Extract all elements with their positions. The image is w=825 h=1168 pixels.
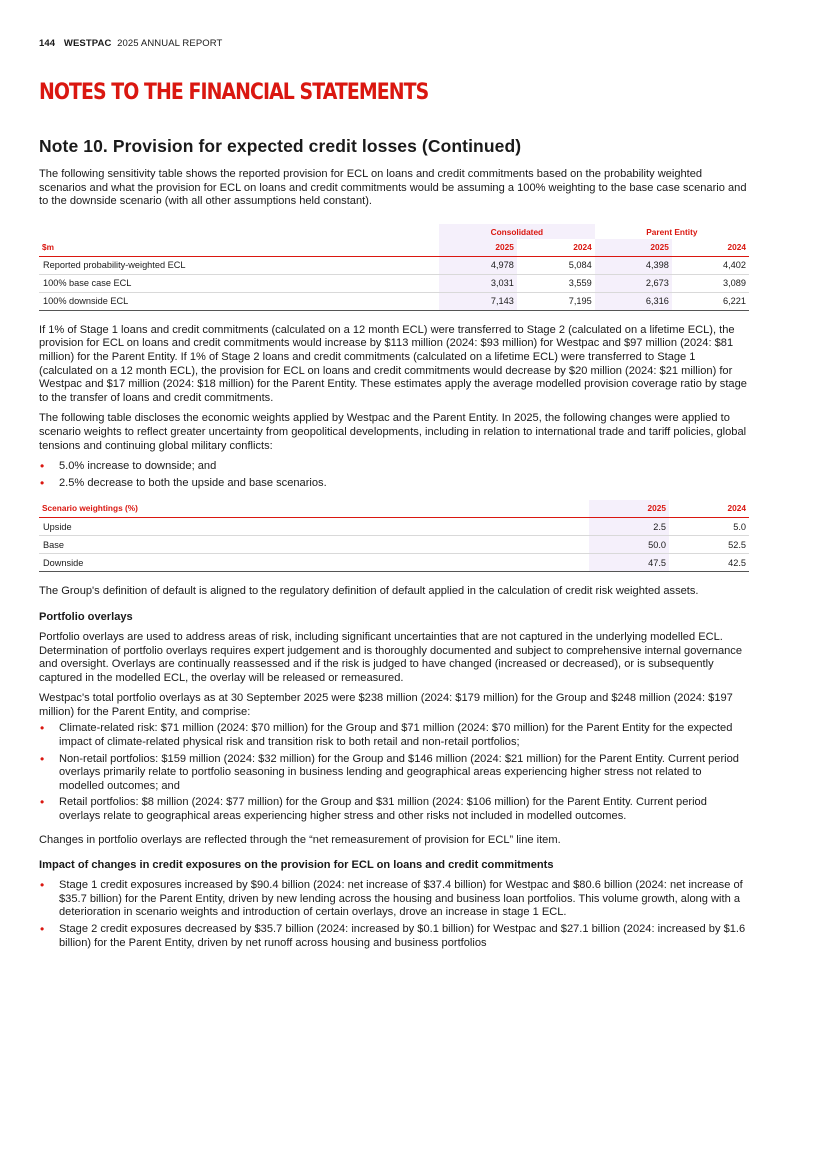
impact-bullet-list [39,879,749,950]
list-item [39,923,749,950]
table-cell: 6,221 [672,292,749,310]
table-row [39,274,749,292]
table-group-header [39,224,749,239]
row-label: Upside [39,518,589,536]
list-item-text: Non-retail portfolios: $159 million (2024: $32 million) for the Group and $146 million (2024: $21 million) for the Parent Entity. Current period overlays primarily relate to portfolio seasoning in business lending and geographical areas experiencing higher stress not related to modelled outcomes; and [59,752,739,792]
table-cell: 3,031 [439,274,517,292]
scenario-weightings-table [39,500,749,572]
table-row [39,518,749,536]
row-label: 100% base case ECL [39,274,439,292]
row-label: Downside [39,554,589,572]
list-item-text: Stage 1 credit exposures increased by $90.4 billion (2024: net increase of $37.4 billion) for Westpac and $80.6 billion (2024: net increase of $35.7 billion) for the Parent Entity, driven by new lending across the housing and business loan portfolios. This volume growth, along with a deterioration in scenario weights and introduction of certain overlays, drove an increase in stage 1 ECL. [59,879,743,919]
overlay-changes-paragraph: Changes in portfolio overlays are reflected through the “net remeasurement of provision for ECL” line item. [39,833,561,846]
column-header: 2025 [589,500,669,518]
table-cell: 5,084 [517,256,595,274]
total-overlays-paragraph: Westpac's total portfolio overlays as at 30 September 2025 were $238 million (2024: $179 million) for the Group and $248 million (2024: $197 million) for the Parent Entity, and comprise: [39,692,733,718]
list-item [39,460,749,474]
portfolio-overlays-heading: Portfolio overlays [39,610,133,623]
list-item-text: 2.5% decrease to both the upside and base scenarios. [59,476,327,489]
intro-paragraph: The following sensitivity table shows the reported provision for ECL on loans and credit commitments based on the probability weighted scenarios and what the provision for ECL on loans and credit commitments would be assuming a 100% weighting to the base case scenario and to the downside scenario (with all other assumptions held constant). [39,168,747,208]
bullet-icon: • [40,475,45,490]
bullet-icon: • [40,751,45,766]
list-item-text: Stage 2 credit exposures decreased by $35.7 billion (2024: increased by $0.1 billion) for Westpac and $27.1 billion (2024: increased by $1.6 billion) for the Parent Entity, driven by net runoff across housing and business portfolios [59,923,746,949]
row-label: 100% downside ECL [39,292,439,310]
group-header-consolidated: Consolidated [439,224,595,239]
report-name: 2025 ANNUAL REPORT [117,38,223,49]
table-cell: 6,316 [595,292,672,310]
table-row [39,292,749,310]
table-cell: 3,559 [517,274,595,292]
impact-heading: Impact of changes in credit exposures on the provision for ECL on loans and credit commitments [39,859,554,872]
row-label: Reported probability-weighted ECL [39,256,439,274]
table-cell: 7,195 [517,292,595,310]
table-cell: 50.0 [589,536,669,554]
section-title: NOTES TO THE FINANCIAL STATEMENTS [39,80,429,105]
table-row [39,536,749,554]
table-column-header [39,239,749,257]
column-header: 2024 [669,500,749,518]
table-cell: 7,143 [439,292,517,310]
row-label: Base [39,536,589,554]
sensitivity-table [39,224,749,311]
column-header: 2025 [439,239,517,257]
list-item [39,879,749,920]
weights-bullet-list [39,460,749,490]
table-cell: 2,673 [595,274,672,292]
portfolio-overlays-paragraph: Portfolio overlays are used to address areas of risk, including significant uncertainties that are not captured in the underlying modelled ECL. Determination of portfolio overlays requires expert judgement and is thoroughly documented and subject to comprehensive internal governance and oversight. Overlays are continually reassessed and if the risk is judged to have changed (increased or decreased), or is subsequently captured in the modelled ECL, the overlay will be released or remeasured. [39,630,743,684]
column-header: 2025 [595,239,672,257]
page-content [39,136,749,956]
table-row [39,554,749,572]
list-item-text: Climate-related risk: $71 million (2024: $70 million) for the Group and $71 million (2024: $70 million) for the Parent Entity for the expected impact of climate-related physical risk and transition risk to both retail and non-retail portfolios; [59,722,733,749]
column-header: 2024 [672,239,749,257]
list-item [39,477,749,491]
table-cell: 47.5 [589,554,669,572]
bullet-icon: • [40,795,45,810]
list-item [39,722,749,749]
weights-paragraph: The following table discloses the economic weights applied by Westpac and the Parent Entity. In 2025, the following changes were applied to scenario weights to reflect greater uncertainty from geopolitical developments, including in relation to international trade and tariff policies, global tensions and continuing global military conflicts: [39,412,747,452]
scenario-table-wrap [39,500,749,572]
note-title: Note 10. Provision for expected credit losses (Continued) [39,136,522,156]
table-cell: 52.5 [669,536,749,554]
table-cell: 2.5 [589,518,669,536]
list-item [39,753,749,794]
column-header: 2024 [517,239,595,257]
page-number: 144 [39,38,56,49]
overlays-bullet-list [39,722,749,823]
list-item-text: Retail portfolios: $8 million (2024: $77 million) for the Group and $31 million (2024: $106 million) for the Parent Entity. Current period overlays relate to geographical areas experiencing higher stress and other risks not included in modelled outcomes. [59,796,707,823]
table-cell: 4,402 [672,256,749,274]
brand-name: WESTPAC [63,38,112,49]
running-header [39,38,222,49]
group-header-empty [39,224,439,239]
bullet-icon: • [40,459,45,474]
bullet-icon: • [40,922,45,936]
group-header-parent: Parent Entity [646,226,698,237]
list-item [39,796,749,823]
bullet-icon: • [40,878,45,893]
table-cell: 4,978 [439,256,517,274]
table-row [39,256,749,274]
table-cell: 4,398 [595,256,672,274]
stage-transfer-paragraph: If 1% of Stage 1 loans and credit commitments (calculated on a 12 month ECL) were transferred to Stage 2 (calculated on a lifetime ECL), the provision for ECL on loans and credit commitments would increase by $113 million (2024: $93 million) for Westpac and $97 million (2024: $81 million) for the Parent Entity. If 1% of Stage 2 loans and credit commitments (calculated on a lifetime ECL) were transferred to Stage 1 (calculated on a 12 month ECL), the provision for ECL on loans and credit commitments would decrease by $20 million (2024: $21 million) for Westpac and $17 million (2024: $18 million) for the Parent Entity. These estimates apply the average modelled provision coverage ratio by stage to the transfer of loans and credit commitments. [39,323,747,404]
list-item-text: 5.0% increase to downside; and [59,460,217,473]
sensitivity-table-wrap [39,224,749,311]
default-definition-paragraph: The Group's definition of default is aligned to the regulatory definition of default applied in the calculation of credit risk weighted assets. [39,585,699,598]
table-column-header [39,500,749,518]
table-cell: 5.0 [669,518,749,536]
table-cell: 3,089 [672,274,749,292]
column-header: $m [39,239,439,257]
table-cell: 42.5 [669,554,749,572]
column-header: Scenario weightings (%) [39,500,589,518]
bullet-icon: • [40,721,45,736]
